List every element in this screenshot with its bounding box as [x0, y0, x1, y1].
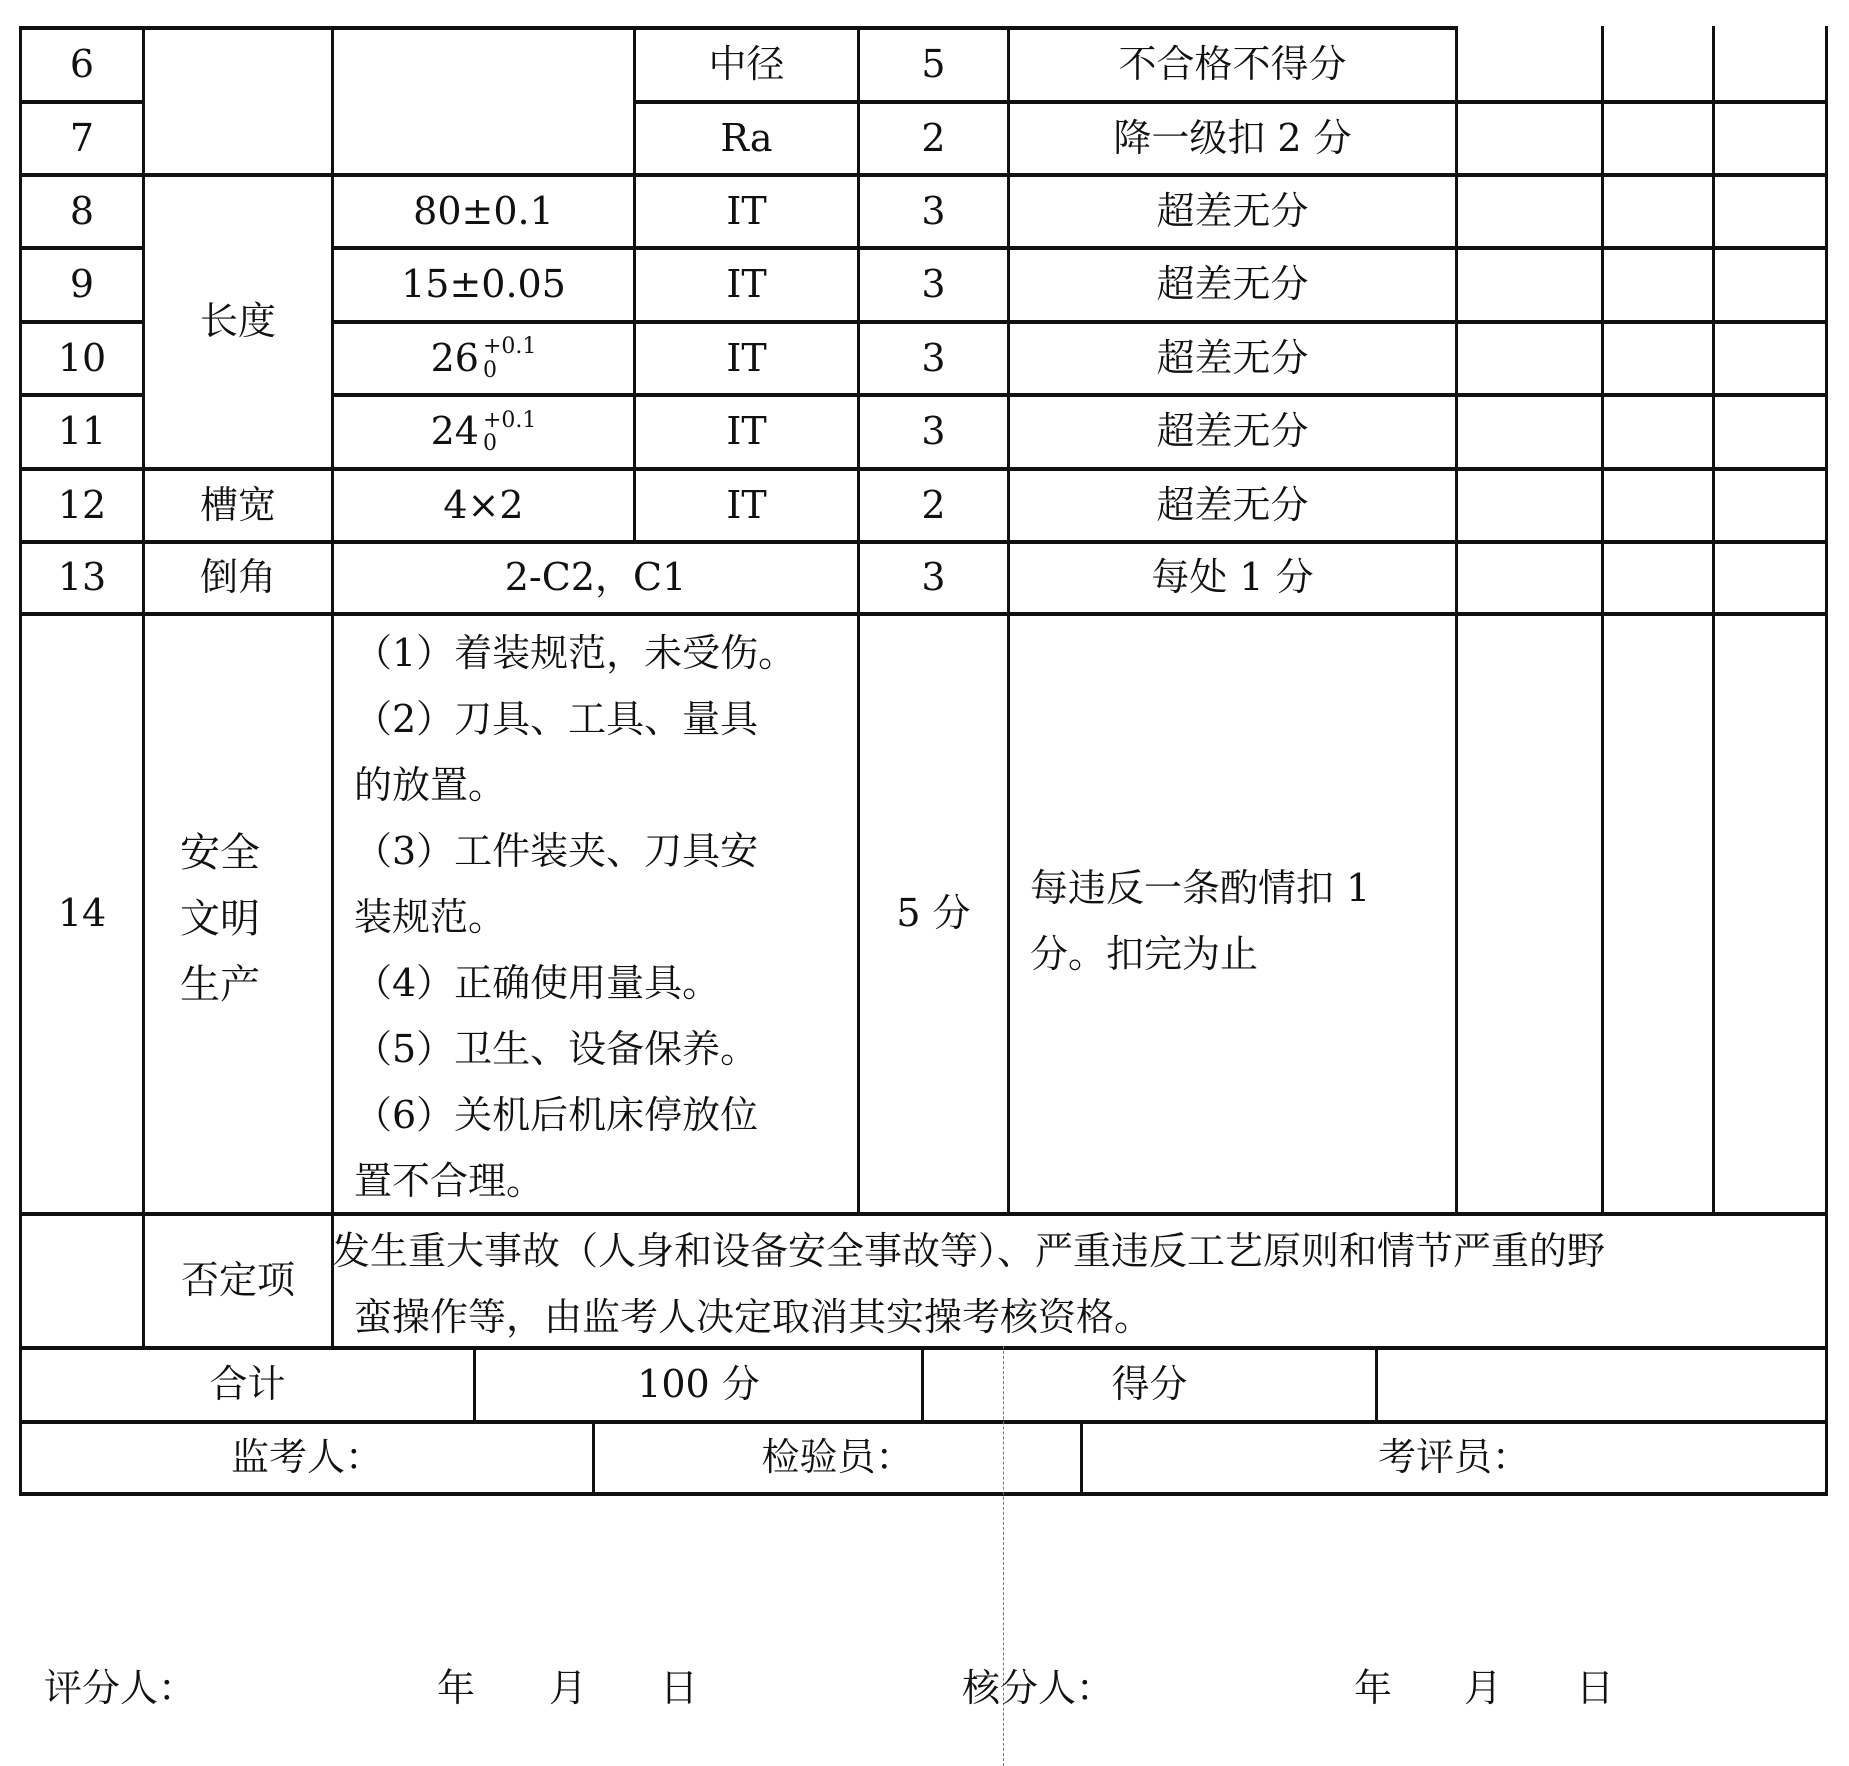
row-number: 9	[69, 262, 95, 307]
veto-description	[332, 1218, 1822, 1350]
total-value: 100 分	[637, 1362, 760, 1407]
veto-label: 否定项	[180, 1258, 295, 1303]
scoring-criteria: 不合格不得分	[1118, 42, 1347, 87]
evaluator-field[interactable]: 考评员：	[1377, 1435, 1530, 1480]
spec-base: 24	[430, 409, 479, 454]
requirement-line: 置不合理。	[354, 1159, 545, 1203]
spec-value: 4×2	[443, 482, 524, 527]
row-number: 7	[69, 115, 95, 160]
inspector-field[interactable]: 检验员：	[761, 1435, 914, 1480]
spec-lower-deviation: 0	[482, 357, 497, 383]
row-number: 13	[57, 555, 107, 600]
checker-day: 日	[1576, 1666, 1615, 1710]
table-border-right	[1825, 26, 1828, 1496]
criteria-line: 每违反一条酌情扣 1	[1030, 866, 1371, 910]
row-number: 14	[57, 891, 107, 936]
points: 2	[921, 115, 946, 160]
scorer-signature-label: 评分人：	[44, 1666, 197, 1710]
spec-base: 26	[430, 335, 479, 380]
scoring-criteria: 超差无分	[1156, 262, 1309, 307]
item-name: 中径	[708, 42, 785, 87]
proctor-field[interactable]: 监考人：	[230, 1435, 383, 1480]
item-name: IT	[726, 482, 767, 527]
requirement-line: 装规范。	[354, 895, 507, 939]
checker-signature-label: 核分人：	[962, 1666, 1115, 1710]
scoring-criteria: 超差无分	[1156, 188, 1309, 233]
item-name: IT	[726, 335, 767, 380]
category-slot-width: 槽宽	[199, 482, 276, 527]
scoring-criteria: 超差无分	[1156, 409, 1309, 454]
category-line: 生产	[180, 962, 260, 1008]
requirement-line: （5）卫生、设备保养。	[354, 1027, 759, 1071]
spec-value-tolerance	[334, 397, 633, 467]
checker-year: 年	[1354, 1666, 1393, 1710]
veto-line: 发生重大事故（人身和设备安全事故等）、严重违反工艺原则和情节严重的野	[332, 1229, 1606, 1273]
spec-lower-deviation: 0	[482, 431, 497, 456]
requirement-line: （4）正确使用量具。	[354, 961, 721, 1005]
veto-line: 蛮操作等，由监考人决定取消其实操考核资格。	[354, 1295, 1153, 1339]
total-label: 合计	[209, 1362, 286, 1407]
safety-requirements	[354, 620, 854, 1214]
score-value-field[interactable]	[1378, 1350, 1825, 1420]
scoring-criteria: 超差无分	[1156, 482, 1309, 527]
item-name: IT	[726, 409, 767, 454]
spec-value-tolerance	[334, 324, 633, 393]
spec-value: 15±0.05	[401, 262, 566, 307]
col-line-6	[1455, 26, 1458, 1214]
points: 5	[921, 42, 946, 87]
item-name: IT	[726, 188, 767, 233]
row-number: 6	[69, 42, 95, 87]
scoring-criteria-safety	[1030, 855, 1450, 987]
scorer-month: 月	[549, 1666, 588, 1710]
scoring-criteria: 每处 1 分	[1151, 555, 1314, 600]
row-number: 8	[69, 188, 95, 233]
points: 3	[921, 262, 946, 307]
table-border-bottom	[19, 1492, 1828, 1496]
requirement-line: （2）刀具、工具、量具	[354, 697, 759, 741]
checker-month: 月	[1464, 1666, 1503, 1710]
category-chamfer: 倒角	[199, 555, 276, 600]
spec-value: 80±0.1	[413, 188, 554, 233]
category-line: 文明	[180, 896, 260, 942]
points: 3	[921, 188, 946, 233]
score-label: 得分	[1111, 1362, 1188, 1407]
row-number: 11	[57, 409, 107, 454]
col-line-7	[1601, 26, 1604, 1214]
points: 5 分	[896, 891, 971, 936]
points: 3	[921, 555, 946, 600]
requirement-line: 的放置。	[354, 763, 507, 807]
spec-upper-deviation: +0.1	[482, 334, 537, 360]
scorer-day: 日	[660, 1666, 699, 1710]
requirement-line: （3）工件装夹、刀具安	[354, 829, 759, 873]
points: 3	[921, 335, 946, 380]
category-line: 安全	[180, 830, 260, 876]
category-length: 长度	[199, 299, 276, 344]
item-name: Ra	[720, 115, 773, 160]
col-line-8	[1712, 26, 1715, 1214]
spec-value: 2-C2，C1	[504, 555, 687, 600]
requirement-line: （6）关机后机床停放位	[354, 1093, 759, 1137]
scorer-year: 年	[437, 1666, 476, 1710]
scoring-criteria: 降一级扣 2 分	[1113, 115, 1352, 160]
scoring-criteria: 超差无分	[1156, 335, 1309, 380]
spec-upper-deviation: +0.1	[482, 407, 537, 433]
criteria-line: 分。扣完为止	[1030, 932, 1259, 976]
item-name: IT	[726, 262, 767, 307]
points: 2	[921, 482, 946, 527]
requirement-line: （1）着装规范，未受伤。	[354, 631, 797, 675]
row-number: 10	[57, 335, 107, 380]
points: 3	[921, 409, 946, 454]
category-safety	[180, 820, 260, 1018]
row-number: 12	[57, 482, 107, 527]
